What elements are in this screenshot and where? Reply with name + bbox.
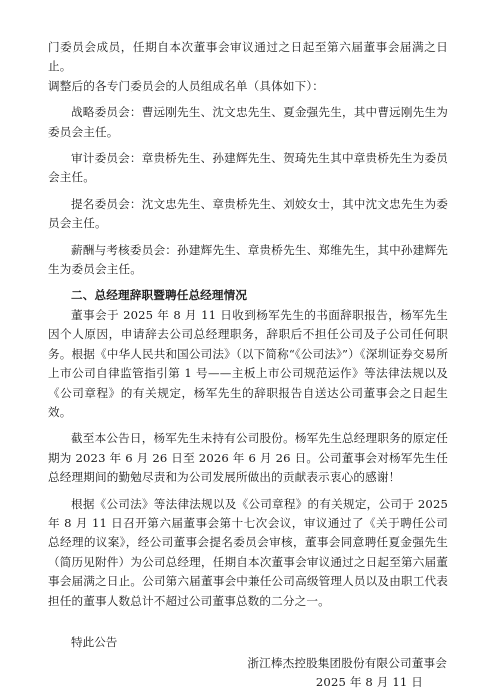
committee-compensation: 薪酬与考核委员会：孙建辉先生、章贵桥先生、郑维先生，其中孙建辉先生为委员会主任。 xyxy=(48,242,448,277)
committee-nomination: 提名委员会：沈文忠先生、章贵桥先生、刘姣女士，其中沈文忠先生为委员会主任。 xyxy=(48,196,448,231)
committee-strategy: 战略委员会：曹远刚先生、沈文忠先生、夏金强先生，其中曹远刚先生为委员会主任。 xyxy=(48,105,448,139)
signature-company: 浙江棒杰控股集团股份有限公司董事会 xyxy=(247,656,447,670)
paragraph-appointment: 根据《公司法》等法律法规以及《公司章程》的有关规定，公司于 2025 年 8 月 11 日召开第六届董事会第十七次会议，审议通过了《关于聘任公司总经理的议案》，经公司董事会提名委员会审核，董事会同意聘任夏金强先生（简历见附件）为公司总经理，任期自本次董事会审议通过之日起至第六届董事会届满之日止。公司第六届董事会中兼任公司高级管理人员以及由职工代表担任的董事人数总计不超过公司董事总数的二分之一。 xyxy=(48,496,448,608)
intro-line-2: 调整后的各专门委员会的人员组成名单（具体如下）： xyxy=(48,78,325,93)
section-heading: 二、总经理辞职暨聘任总经理情况 xyxy=(71,288,248,303)
paragraph-shareholding: 截至本公告日，杨军先生未持有公司股份。杨军先生总经理职务的原定任期为 2023 年 6 月 26 日至 2026 年 6 月 26 日。公司董事会对杨军先生任总经理期间的勤勉尽责和为公司发展所做出的贡献表示衷心的感谢！ xyxy=(48,431,448,485)
closing-text: 特此公告 xyxy=(71,634,118,649)
intro-line-1: 门委员会成员，任期自本次董事会审议通过之日起至第六届董事会届满之日止。 xyxy=(48,40,448,74)
document-body xyxy=(48,38,448,652)
committee-audit: 审计委员会：章贵桥先生、孙建辉先生、贺琦先生其中章贵桥先生为委员会主任。 xyxy=(48,151,448,185)
signature-block xyxy=(247,654,447,693)
paragraph-resignation: 董事会于 2025 年 8 月 11 日收到杨军先生的书面辞职报告，杨军先生因个人原因，申请辞去公司总经理职务，辞职后不担任公司及子公司任何职务。根据《中华人民共和国公司法》（以下简称“《公司法》”）《深圳证券交易所上市公司自律监管指引第 1 号——主板上市公司规范运作》等法律法规以及《公司章程》的有关规定，杨军先生的辞职报告自送达公司董事会之日起生效。 xyxy=(48,307,448,419)
signature-date: 2025 年 8 月 11 日 xyxy=(315,675,423,690)
